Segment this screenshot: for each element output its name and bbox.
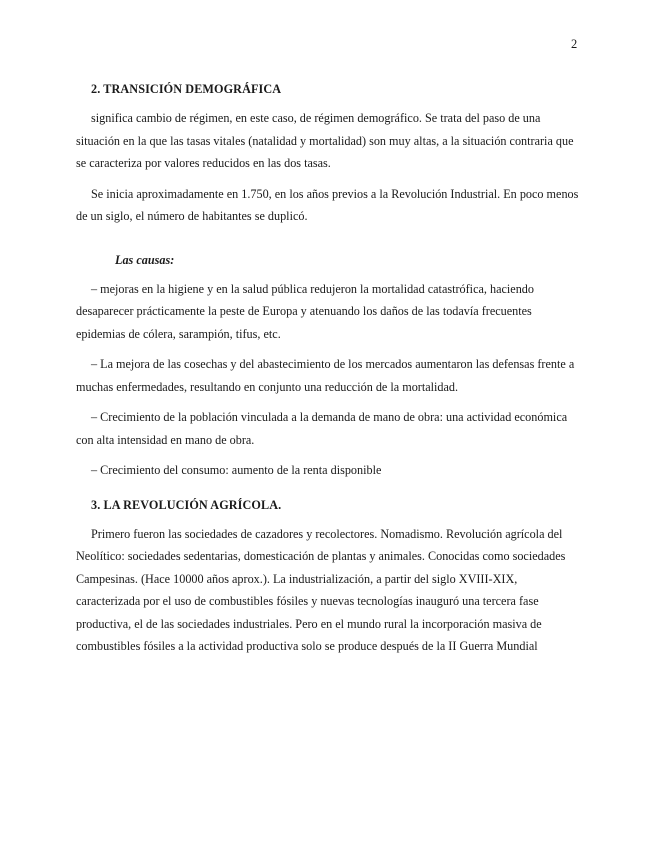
cause-item-4: – Crecimiento del consumo: aumento de la renta disponible: [91, 463, 382, 477]
section-2-paragraph-2: Se inicia aproximadamente en 1.750, en los años previos a la Revolución Industrial. En poco menos de un siglo, el número de habitantes se duplicó.: [76, 186, 579, 223]
causes-subheading: Las causas:: [115, 252, 175, 267]
section-2-heading: 2. TRANSICIÓN DEMOGRÁFICA: [91, 82, 282, 96]
cause-item-3: – Crecimiento de la población vinculada a la demanda de mano de obra: una actividad económica con alta intensidad en mano de obra.: [76, 410, 568, 447]
section-2-paragraph-1: significa cambio de régimen, en este caso, de régimen demográfico. Se trata del paso de una situación en la que las tasas vitales (natalidad y mortalidad) son muy altas, a la situación contraria que se caracteriza por valores reducidos en las dos tasas.: [76, 111, 574, 170]
cause-item-2: – La mejora de las cosechas y del abastecimiento de los mercados aumentaron las defensas frente a muchas enfermedades, resultando en conjunto una reducción de la mortalidad.: [76, 357, 575, 394]
cause-item-1: – mejoras en la higiene y en la salud pública redujeron la mortalidad catastrófica, haciendo desaparecer prácticamente la peste de Europa y atenuando los daños de las todavía frecuentes epidemias de cólera, sarampión, tifus, etc.: [76, 281, 534, 341]
document-body: [76, 78, 580, 666]
section-3-heading: 3. LA REVOLUCIÓN AGRÍCOLA.: [91, 497, 282, 512]
section-3-paragraph-1: Primero fueron las sociedades de cazadores y recolectores. Nomadismo. Revolución agrícola del Neolítico: sociedades sedentarias, domesticación de plantas y animales. Conocidas como sociedades Campesinas. (Hace 10000 años aprox.). La industrialización, a partir del siglo XVIII-XIX, caracterizada por el uso de combustibles fósiles y nuevas tecnologías inauguró una tercera fase productiva, el de las sociedades industriales. Pero en el mundo rural la incorporación masiva de combustibles fósiles a la actividad productiva solo se produce después de la II Guerra Mundial: [76, 526, 566, 653]
page-number: 2: [571, 37, 578, 51]
